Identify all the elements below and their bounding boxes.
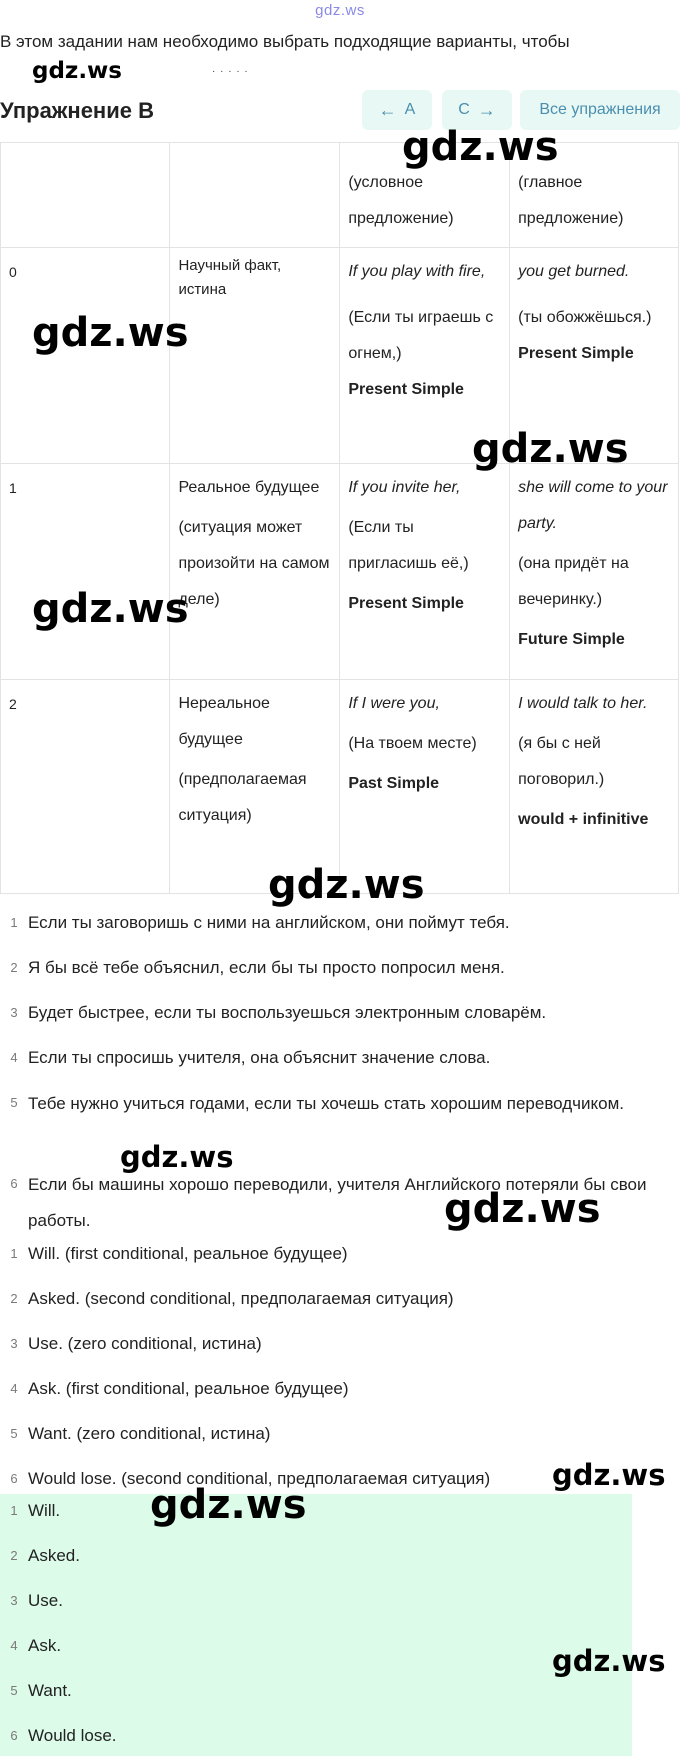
item-text: Ask. (first conditional, реальное будущее): [28, 1379, 349, 1398]
list-item: [0, 1629, 680, 1674]
main-clause-header: (главное предложение): [518, 174, 624, 227]
item-text: Asked. (second conditional, предполагаемая ситуация): [28, 1289, 454, 1308]
row-category: [170, 464, 340, 680]
item-text: Will. (first conditional, реальное будущее): [28, 1244, 348, 1263]
table-row: [1, 248, 679, 464]
translations-list: [0, 906, 680, 1247]
arrow-right-icon: →: [477, 99, 496, 120]
table-row: [1, 464, 679, 680]
item-text: Would lose. (second conditional, предполагаемая ситуация): [28, 1469, 491, 1488]
watermark: gdz.ws: [268, 862, 425, 908]
watermark: gdz.ws: [32, 586, 189, 632]
watermark: gdz.ws: [32, 58, 122, 84]
list-item: [0, 1237, 680, 1282]
if-clause-tense: Present Simple: [348, 595, 464, 612]
if-clause-ru: (Если ты играешь с огнем,): [348, 309, 494, 362]
if-clause-en: If you invite her,: [348, 479, 461, 496]
item-text: Если ты спросишь учителя, она объяснит значение слова.: [28, 1048, 491, 1067]
list-item: [0, 1372, 680, 1417]
list-item: [0, 1041, 680, 1086]
table-cell: [1, 143, 170, 248]
list-item: [0, 1327, 680, 1372]
item-number: 2: [10, 1291, 18, 1306]
main-clause-tense: Present Simple: [518, 345, 634, 362]
main-clause-en: she will come to your party.: [518, 479, 668, 532]
main-clause-tense: would + infinitive: [518, 811, 649, 828]
item-number: 6: [10, 1471, 18, 1486]
if-clause-header: (условное предложение): [348, 174, 454, 227]
main-clause-cell: [510, 680, 679, 894]
category-text: Научный факт, истина: [178, 257, 282, 298]
category-note: (предполагаемая ситуация): [178, 771, 307, 824]
item-number: 3: [10, 1336, 18, 1351]
list-item: [0, 1417, 680, 1462]
table-cell: [510, 143, 679, 248]
cut-off-text: · · · · ·: [212, 66, 249, 77]
item-number: 2: [10, 960, 18, 975]
main-clause-ru: (я бы с ней поговорил.): [518, 735, 605, 788]
exercise-title: Упражнение B: [0, 98, 154, 123]
category-note: (ситуация может произойти на самом деле): [178, 519, 330, 608]
item-text: Ask.: [28, 1636, 62, 1655]
list-item: [0, 1539, 680, 1584]
item-number: 1: [10, 1246, 18, 1261]
list-item: [0, 1167, 680, 1247]
watermark: gdz.ws: [552, 1644, 666, 1678]
site-watermark-top: gdz.ws: [315, 2, 365, 19]
item-number: 6: [10, 1176, 18, 1191]
item-number: 4: [10, 1050, 18, 1065]
item-text: Тебе нужно учиться годами, если ты хочешь стать хорошим переводчиком.: [28, 1094, 625, 1113]
next-exercise-button[interactable]: [442, 90, 512, 130]
main-clause-ru: (она придёт на вечеринку.): [518, 555, 629, 608]
intro-text: В этом задании нам необходимо выбрать подходящие варианты, чтобы: [0, 32, 570, 51]
list-item: [0, 1282, 680, 1327]
table-cell: [340, 143, 510, 248]
list-item: [0, 1086, 680, 1167]
if-clause-tense: Present Simple: [348, 381, 464, 398]
table-row: [1, 680, 679, 894]
item-number: 4: [10, 1381, 18, 1396]
answers-list: [0, 1494, 680, 1750]
item-text: Я бы всё тебе объяснил, если бы ты просто попросил меня.: [28, 958, 505, 977]
main-clause-en: I would talk to her.: [518, 695, 648, 712]
item-text: Asked.: [28, 1546, 80, 1565]
if-clause-en: If I were you,: [348, 695, 440, 712]
item-text: Want.: [28, 1681, 72, 1700]
watermark: gdz.ws: [472, 426, 629, 472]
item-number: 1: [10, 915, 18, 930]
prev-exercise-label: A: [404, 101, 416, 118]
main-clause-cell: [510, 248, 679, 464]
watermark: gdz.ws: [444, 1186, 601, 1232]
if-clause-cell: [340, 464, 510, 680]
item-number: 2: [10, 1548, 18, 1563]
item-number: 5: [10, 1426, 18, 1441]
item-number: 5: [10, 1683, 18, 1698]
watermark: gdz.ws: [552, 1458, 666, 1492]
item-number: 5: [10, 1095, 18, 1110]
watermark: gdz.ws: [32, 310, 189, 356]
row-category: [170, 248, 340, 464]
row-number: 1: [1, 464, 170, 680]
next-exercise-label: C: [458, 101, 470, 118]
arrow-left-icon: ←: [378, 99, 397, 120]
row-category: [170, 680, 340, 894]
explanations-list: [0, 1237, 680, 1507]
list-item: [0, 996, 680, 1041]
item-text: Будет быстрее, если ты воспользуешься электронным словарём.: [28, 1003, 547, 1022]
all-exercises-label: Все упражнения: [539, 101, 661, 118]
if-clause-cell: [340, 680, 510, 894]
main-clause-ru: (ты обожжёшься.): [518, 309, 652, 326]
item-number: 6: [10, 1728, 18, 1743]
main-clause-tense: Future Simple: [518, 631, 625, 648]
row-number: 2: [1, 680, 170, 894]
item-number: 3: [10, 1593, 18, 1608]
item-text: Will.: [28, 1501, 61, 1520]
item-text: Would lose.: [28, 1726, 117, 1745]
item-number: 3: [10, 1005, 18, 1020]
list-item: [0, 1584, 680, 1629]
row-number: 0: [1, 248, 170, 464]
list-item: [0, 1674, 680, 1719]
list-item: [0, 951, 680, 996]
if-clause-ru: (На твоем месте): [348, 735, 477, 752]
item-text: Use. (zero conditional, истина): [28, 1334, 262, 1353]
category-text: Реальное будущее: [178, 479, 320, 496]
item-text: Want. (zero conditional, истина): [28, 1424, 271, 1443]
item-text: Если ты заговоришь с ними на английском, они поймут тебя.: [28, 913, 510, 932]
prev-exercise-button[interactable]: [362, 90, 432, 130]
all-exercises-button[interactable]: [520, 90, 680, 130]
item-text: Use.: [28, 1591, 63, 1610]
main-clause-cell: [510, 464, 679, 680]
if-clause-tense: Past Simple: [348, 775, 440, 792]
category-text: Нереальное будущее: [178, 695, 270, 748]
watermark: gdz.ws: [402, 124, 559, 170]
if-clause-en: If you play with fire,: [348, 263, 486, 280]
table-cell: [170, 143, 340, 248]
item-text: Если бы машины хорошо переводили, учителя Английского потеряли бы свои работы.: [28, 1175, 647, 1230]
conditionals-table: [0, 142, 679, 894]
watermark: gdz.ws: [120, 1140, 234, 1174]
list-item: [0, 1494, 680, 1539]
main-clause-en: you get burned.: [518, 263, 630, 280]
table-row: [1, 143, 679, 248]
list-item: [0, 1719, 680, 1750]
list-item: [0, 906, 680, 951]
watermark: gdz.ws: [150, 1482, 307, 1528]
if-clause-cell: [340, 248, 510, 464]
item-number: 1: [10, 1503, 18, 1518]
if-clause-ru: (Если ты пригласишь её,): [348, 519, 469, 572]
item-number: 4: [10, 1638, 18, 1653]
